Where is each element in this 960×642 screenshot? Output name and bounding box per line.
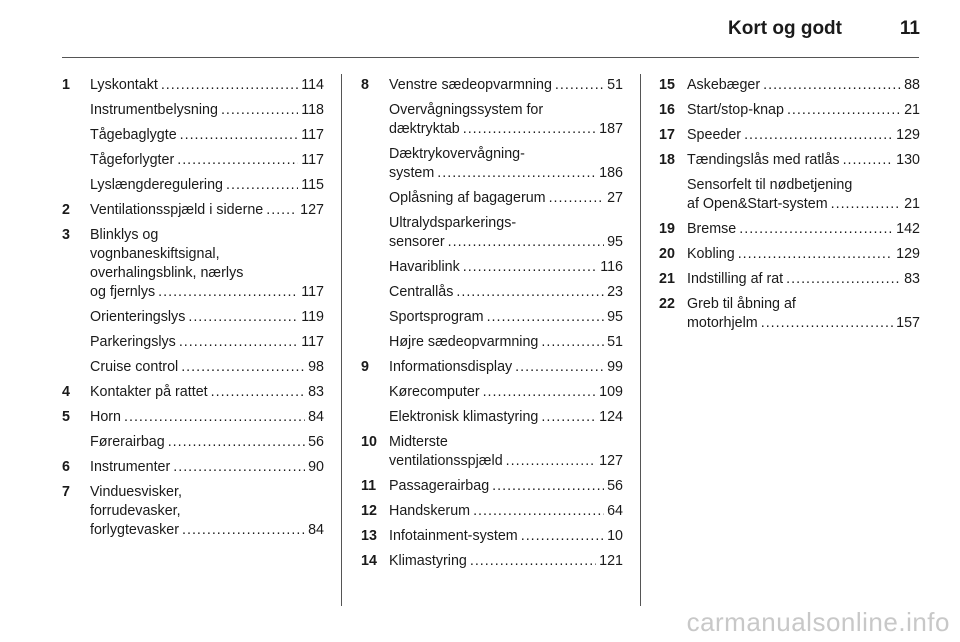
dot-leader: [506, 452, 596, 471]
entry-label: sensorer: [389, 234, 445, 250]
dot-leader: [541, 408, 596, 427]
index-column-3: [659, 76, 920, 339]
entry-page-reference[interactable]: 56: [607, 478, 623, 494]
dot-leader: [173, 458, 305, 477]
entry-page-reference[interactable]: 84: [308, 409, 324, 425]
entry-number: 5: [62, 409, 70, 425]
index-entry: [361, 358, 623, 377]
entry-number: 1: [62, 77, 70, 93]
dot-leader: [180, 126, 299, 145]
dot-leader: [179, 333, 298, 352]
entry-page-reference[interactable]: 117: [301, 127, 324, 143]
entry-label: vognbaneskiftsignal,: [90, 246, 220, 262]
index-entry: [361, 477, 623, 496]
index-entry: [62, 176, 324, 195]
entry-page-reference[interactable]: 117: [301, 334, 324, 350]
entry-label: Tågeforlygter: [90, 152, 175, 168]
entry-label: dæktryktab: [389, 121, 460, 137]
entry-label: forrudevasker,: [90, 503, 181, 519]
index-entry: [361, 527, 623, 546]
entry-label: Sensorfelt til nødbetjening: [687, 177, 853, 193]
dot-leader: [161, 76, 298, 95]
entry-page-reference[interactable]: 129: [896, 246, 920, 262]
dot-leader: [470, 552, 596, 571]
dot-leader: [521, 527, 604, 546]
entry-page-reference[interactable]: 124: [599, 409, 623, 425]
entry-label: Greb til åbning af: [687, 296, 796, 312]
entry-label: Ventilationsspjæld i siderne: [90, 202, 264, 218]
index-entry: [62, 201, 324, 220]
entry-label: Handskerum: [389, 503, 471, 519]
entry-label: Bremse: [687, 221, 737, 237]
dot-leader: [541, 333, 604, 352]
index-entry: [659, 245, 920, 264]
dot-leader: [555, 76, 604, 95]
entry-page-reference[interactable]: 83: [308, 384, 324, 400]
dot-leader: [182, 521, 305, 540]
dot-leader: [463, 258, 597, 277]
entry-number: 8: [361, 77, 369, 93]
entry-page-reference[interactable]: 116: [600, 259, 623, 275]
entry-page-reference[interactable]: 83: [904, 271, 920, 287]
index-entry: [659, 220, 920, 239]
dot-leader: [124, 408, 305, 427]
entry-page-reference[interactable]: 98: [308, 359, 324, 375]
index-entry: [62, 101, 324, 120]
entry-label: Kontakter på rattet: [90, 384, 208, 400]
entry-number: 21: [659, 271, 675, 287]
entry-page-reference[interactable]: 88: [904, 77, 920, 93]
entry-label: Højre sædeopvarmning: [389, 334, 539, 350]
entry-label: Start/stop-knap: [687, 102, 784, 118]
entry-page-reference[interactable]: 187: [599, 121, 623, 137]
index-entry: [659, 76, 920, 95]
entry-number: 17: [659, 127, 675, 143]
dot-leader: [786, 270, 901, 289]
index-entry: [361, 308, 623, 327]
entry-page-reference[interactable]: 21: [904, 102, 920, 118]
entry-page-reference[interactable]: 99: [607, 359, 623, 375]
entry-label: Cruise control: [90, 359, 179, 375]
entry-number: 22: [659, 296, 675, 312]
entry-number: 9: [361, 359, 369, 375]
dot-leader: [739, 220, 893, 239]
entry-label: Klimastyring: [389, 553, 467, 569]
header-divider: [62, 57, 919, 58]
entry-page-reference[interactable]: 51: [607, 77, 623, 93]
entry-number: 13: [361, 528, 377, 544]
dot-leader: [158, 283, 298, 302]
index-entry: [361, 383, 623, 402]
entry-label: motorhjelm: [687, 315, 758, 331]
index-entry: [62, 408, 324, 427]
entry-page-reference[interactable]: 23: [607, 284, 623, 300]
watermark: carmanualsonline.info: [686, 607, 950, 637]
page-header: [0, 0, 960, 56]
dot-leader: [177, 151, 298, 170]
entry-label: Tændingslås med ratlås: [687, 152, 840, 168]
index-entry: [361, 145, 623, 183]
entry-label: Horn: [90, 409, 121, 425]
entry-page-reference[interactable]: 115: [301, 177, 324, 193]
entry-number: 10: [361, 434, 377, 450]
index-column-1: [62, 76, 324, 546]
entry-label: Oplåsning af bagagerum: [389, 190, 546, 206]
index-column-2: [361, 76, 623, 577]
dot-leader: [226, 176, 298, 195]
dot-leader: [738, 245, 893, 264]
entry-label: Lyslængderegulering: [90, 177, 223, 193]
index-entry: [659, 176, 920, 214]
entry-number: 3: [62, 227, 70, 243]
entry-label: Askebæger: [687, 77, 761, 93]
index-entry: [659, 270, 920, 289]
entry-label: Kobling: [687, 246, 735, 262]
index-entry: [62, 126, 324, 145]
entry-label: Passagerairbag: [389, 478, 490, 494]
entry-number: 20: [659, 246, 675, 262]
entry-page-reference[interactable]: 127: [599, 453, 623, 469]
dot-leader: [188, 308, 298, 327]
index-entry: [361, 101, 623, 139]
entry-label: Informationsdisplay: [389, 359, 513, 375]
dot-leader: [763, 76, 901, 95]
dot-leader: [266, 201, 297, 220]
index-entry: [361, 433, 623, 471]
entry-label: Parkeringslys: [90, 334, 176, 350]
entry-label: Ultralydsparkerings-: [389, 215, 517, 231]
entry-label: Sportsprogram: [389, 309, 484, 325]
entry-number: 12: [361, 503, 377, 519]
entry-page-reference[interactable]: 118: [301, 102, 324, 118]
index-entry: [62, 226, 324, 302]
index-entry: [62, 76, 324, 95]
index-entry: [659, 101, 920, 120]
entry-label: og fjernlys: [90, 284, 156, 300]
entry-label: Havariblink: [389, 259, 460, 275]
page-title: Kort og godt: [728, 18, 842, 39]
entry-label: Venstre sædeopvarmning: [389, 77, 552, 93]
dot-leader: [168, 433, 305, 452]
index-entry: [659, 126, 920, 145]
entry-page-reference[interactable]: 119: [301, 309, 324, 325]
entry-label: af Open&Start-system: [687, 196, 828, 212]
index-entry: [361, 214, 623, 252]
dot-leader: [483, 383, 597, 402]
entry-label: Instrumentbelysning: [90, 102, 218, 118]
entry-page-reference[interactable]: 186: [599, 165, 623, 181]
entry-number: 14: [361, 553, 377, 569]
entry-label: Indstilling af rat: [687, 271, 784, 287]
entry-number: 11: [361, 478, 377, 494]
entry-page-reference[interactable]: 10: [607, 528, 623, 544]
entry-page-reference[interactable]: 95: [607, 309, 623, 325]
index-entry: [62, 358, 324, 377]
entry-label: Orienteringslys: [90, 309, 186, 325]
entry-page-reference[interactable]: 142: [896, 221, 920, 237]
index-entry: [62, 151, 324, 170]
dot-leader: [492, 477, 604, 496]
page-number: 11: [899, 18, 920, 39]
entry-label: Instrumenter: [90, 459, 171, 475]
index-entry: [62, 333, 324, 352]
entry-label: Lyskontakt: [90, 77, 158, 93]
entry-page-reference[interactable]: 117: [301, 284, 324, 300]
entry-page-reference[interactable]: 157: [896, 315, 920, 331]
entry-label: Centrallås: [389, 284, 454, 300]
index-entry: [62, 433, 324, 452]
index-entry: [361, 333, 623, 352]
entry-page-reference[interactable]: 130: [896, 152, 920, 168]
entry-page-reference[interactable]: 121: [599, 553, 623, 569]
entry-page-reference[interactable]: 64: [607, 503, 623, 519]
entry-number: 7: [62, 484, 70, 500]
entry-page-reference[interactable]: 114: [301, 77, 324, 93]
entry-label: Blinklys og: [90, 227, 159, 243]
dot-leader: [456, 283, 604, 302]
entry-page-reference[interactable]: 95: [607, 234, 623, 250]
index-entry: [361, 76, 623, 95]
entry-label: Overvågningssystem for: [389, 102, 544, 118]
entry-number: 16: [659, 102, 675, 118]
entry-page-reference[interactable]: 109: [599, 384, 623, 400]
entry-page-reference[interactable]: 27: [607, 190, 623, 206]
entry-label: Elektronisk klimastyring: [389, 409, 539, 425]
index-entry: [62, 483, 324, 540]
dot-leader: [437, 164, 596, 183]
column-divider-1: [341, 74, 342, 606]
entry-label: Førerairbag: [90, 434, 165, 450]
entry-page-reference[interactable]: 90: [308, 459, 324, 475]
entry-label: forlygtevasker: [90, 522, 179, 538]
dot-leader: [549, 189, 605, 208]
entry-label: Midterste: [389, 434, 448, 450]
entry-number: 19: [659, 221, 675, 237]
dot-leader: [761, 314, 893, 333]
entry-page-reference[interactable]: 127: [300, 202, 324, 218]
entry-label: Infotainment-system: [389, 528, 518, 544]
entry-number: 6: [62, 459, 70, 475]
index-entry: [659, 295, 920, 333]
entry-label: Kørecomputer: [389, 384, 480, 400]
dot-leader: [221, 101, 298, 120]
dot-leader: [843, 151, 894, 170]
dot-leader: [211, 383, 305, 402]
dot-leader: [463, 120, 596, 139]
dot-leader: [181, 358, 305, 377]
dot-leader: [448, 233, 604, 252]
dot-leader: [515, 358, 604, 377]
index-entry: [361, 502, 623, 521]
index-entry: [361, 552, 623, 571]
entry-label: system: [389, 165, 435, 181]
entry-number: 4: [62, 384, 70, 400]
index-entry: [659, 151, 920, 170]
index-entry: [62, 458, 324, 477]
column-divider-2: [640, 74, 641, 606]
index-entry: [361, 189, 623, 208]
entry-label: Vinduesvisker,: [90, 484, 182, 500]
index-entry: [62, 308, 324, 327]
entry-label: Speeder: [687, 127, 742, 143]
dot-leader: [473, 502, 604, 521]
index-entry: [361, 283, 623, 302]
index-entry: [361, 408, 623, 427]
dot-leader: [787, 101, 901, 120]
entry-number: 15: [659, 77, 675, 93]
index-entry: [361, 258, 623, 277]
entry-label: overhalingsblink, nærlys: [90, 265, 244, 281]
entry-page-reference[interactable]: 21: [904, 196, 920, 212]
dot-leader: [831, 195, 901, 214]
entry-label: Dæktrykovervågning-: [389, 146, 525, 162]
entry-page-reference[interactable]: 84: [308, 522, 324, 538]
entry-page-reference[interactable]: 56: [308, 434, 324, 450]
entry-page-reference[interactable]: 51: [607, 334, 623, 350]
dot-leader: [744, 126, 893, 145]
entry-number: 18: [659, 152, 675, 168]
entry-label: ventilationsspjæld: [389, 453, 503, 469]
entry-page-reference[interactable]: 129: [896, 127, 920, 143]
index-entry: [62, 383, 324, 402]
entry-page-reference[interactable]: 117: [301, 152, 324, 168]
entry-label: Tågebaglygte: [90, 127, 177, 143]
dot-leader: [487, 308, 605, 327]
entry-number: 2: [62, 202, 70, 218]
